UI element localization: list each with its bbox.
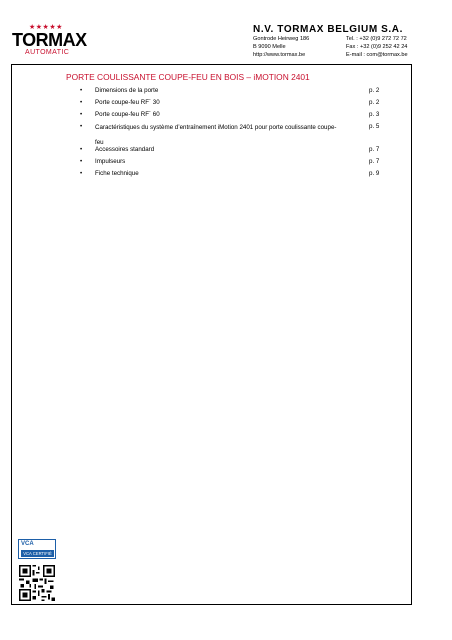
address-line: Gontrode Heirweg 186 [253, 36, 310, 42]
toc-item-page: p. 2 [369, 87, 380, 94]
toc-item-page: p. 9 [369, 170, 380, 177]
company-contact [346, 35, 408, 59]
bullet: • [80, 146, 83, 153]
phone-line: Tel. : +32 (0)9 272 72 72 [346, 36, 407, 42]
toc-item-text: Fiche technique [95, 170, 139, 177]
vca-title: VCA [21, 541, 34, 547]
toc-item-page: p. 7 [369, 158, 380, 165]
website-link[interactable]: http://www.tormax.be [253, 52, 306, 58]
toc-item-text: Porte coupe-feu RF´ 60 [95, 111, 160, 118]
bullet: • [80, 170, 83, 177]
company-address [253, 35, 309, 59]
logo-brand: TORMAX [12, 30, 87, 50]
bullet: • [80, 158, 83, 165]
toc-item-page: p. 3 [369, 111, 380, 118]
email-link[interactable]: E-mail : com@tormax.be [346, 52, 408, 58]
logo-stars: ★★★★★ [29, 24, 63, 31]
document-title: PORTE COULISSANTE COUPE-FEU EN BOIS – iMOTION 2401 [66, 72, 310, 82]
bullet: • [80, 111, 83, 118]
toc-item-page: p. 2 [369, 99, 380, 106]
fax-line: Fax : +32 (0)9 252 42 24 [346, 44, 408, 50]
toc-item-text: Accessoires standard [95, 146, 155, 153]
address-line: B 9090 Melle [253, 44, 286, 50]
toc-item-text: Porte coupe-feu RF´ 30 [95, 99, 160, 106]
toc-item-page: p. 7 [369, 146, 380, 153]
qr-code-icon[interactable] [19, 565, 55, 601]
toc-item-text: Dimensions de la porte [95, 87, 159, 94]
logo-subtitle: AUTOMATIC [25, 49, 70, 56]
bullet: • [80, 87, 83, 94]
bullet: • [80, 123, 83, 130]
toc-item-page: p. 5 [369, 123, 380, 130]
company-name: N.V. TORMAX BELGIUM S.A. [253, 24, 403, 35]
toc-item-text: Caractéristiques du système d’entraînement iMotion 2401 pour porte coulissante coupe-feu [95, 124, 337, 146]
tormax-logo [12, 24, 87, 58]
toc-item-text: Impulseurs [95, 158, 126, 165]
vca-subtitle: VCA CERTIFIÉ [21, 550, 54, 557]
vca-badge [18, 539, 56, 559]
bullet: • [80, 99, 83, 106]
